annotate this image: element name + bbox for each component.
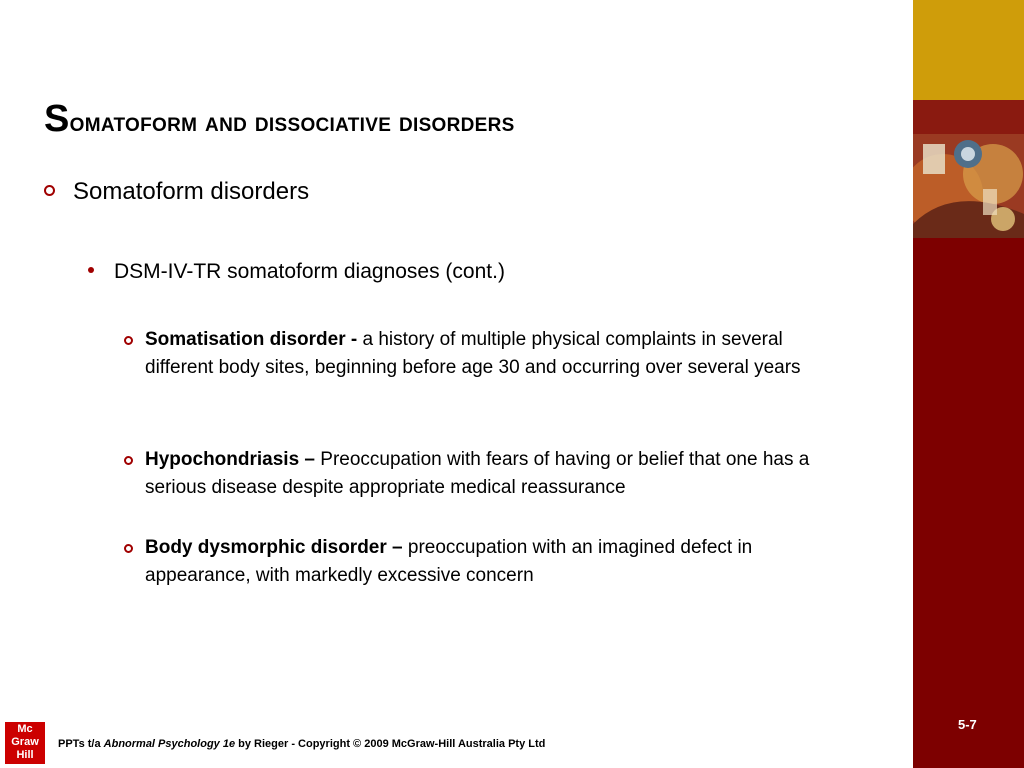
bullet-item-body-dysmorphic: Body dysmorphic disorder – preoccupation with an imagined defect in appearance, with markedly excessive concern (124, 534, 854, 590)
bullet-item-hypochondriasis: Hypochondriasis – Preoccupation with fears of having or belief that one has a serious disease despite appropriate medical reassurance (124, 446, 854, 502)
ring-bullet-icon (124, 336, 133, 345)
slide-number: 5-7 (958, 717, 977, 732)
mcgraw-hill-logo: Mc Graw Hill (5, 722, 45, 764)
bullet-item-somatisation: Somatisation disorder - a history of multiple physical complaints in several different body sites, beginning before age 30 and occurring over several years (124, 326, 854, 410)
sidebar-gold-band (913, 0, 1024, 100)
book-cover-image (913, 100, 1024, 238)
ring-bullet-icon (44, 185, 55, 196)
dot-bullet-icon (88, 267, 94, 273)
slide-title: Somatoform and dissociative disorders (44, 98, 515, 140)
bullet-level2: DSM-IV-TR somatoform diagnoses (cont.) (88, 260, 505, 284)
ring-bullet-icon (124, 456, 133, 465)
book-cover-artwork (913, 134, 1024, 238)
ring-bullet-icon (124, 544, 133, 553)
footer-copyright: PPTs t/a Abnormal Psychology 1e by Rieger - Copyright © 2009 McGraw-Hill Australia Pty Ltd (58, 738, 546, 750)
bullet-level1: Somatoform disorders (44, 178, 309, 206)
